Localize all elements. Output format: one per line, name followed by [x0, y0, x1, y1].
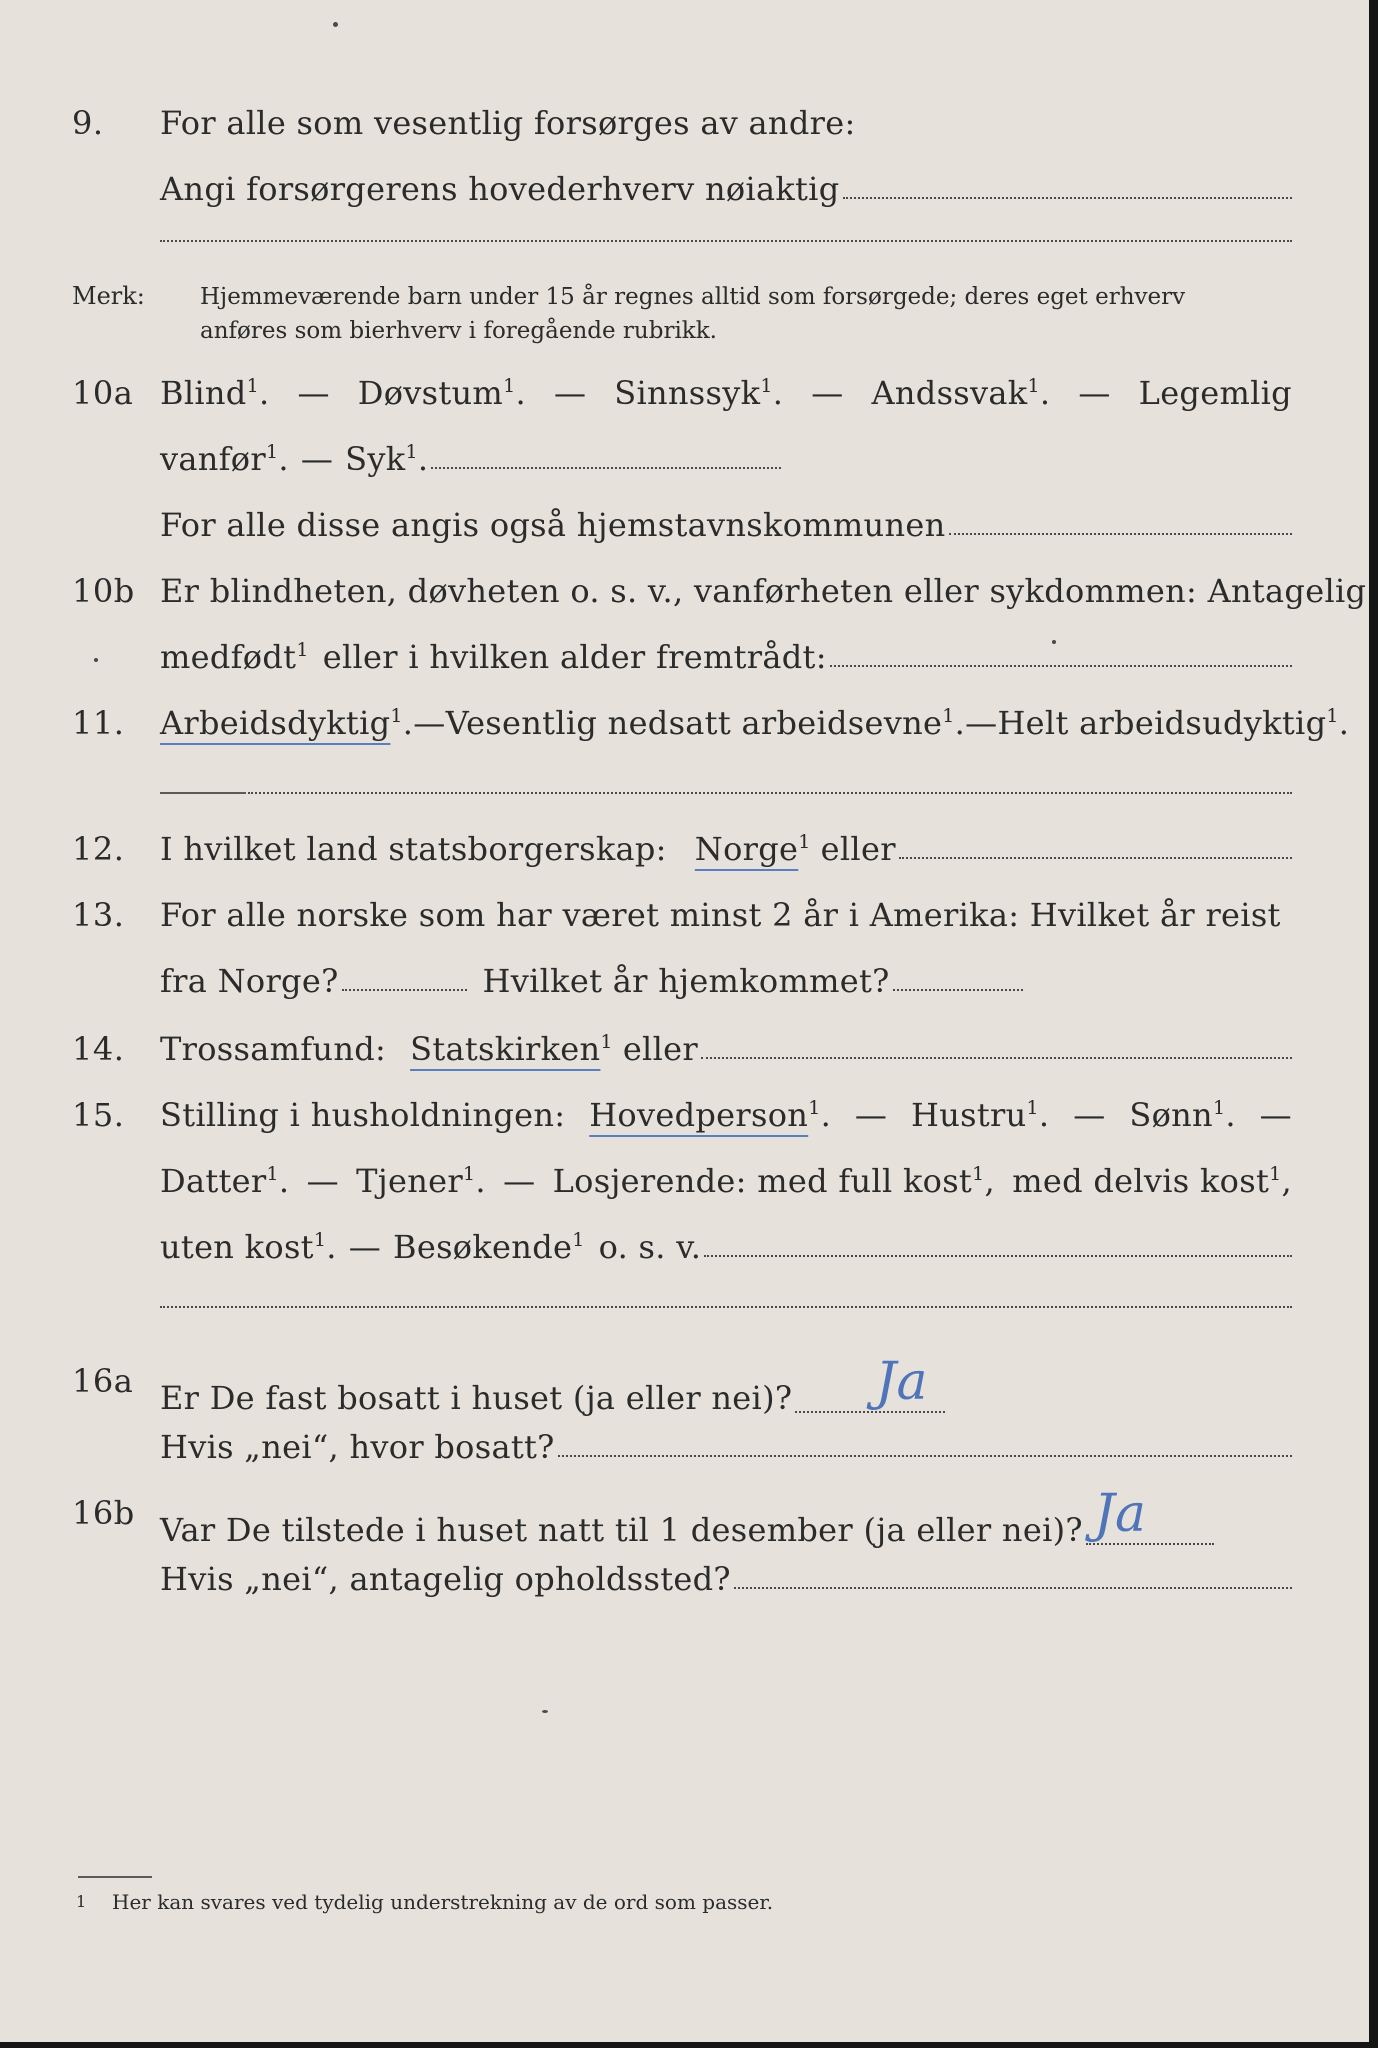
item-12-text: I hvilket land statsborgerskap: [160, 830, 667, 868]
scan-edge-bottom [0, 2042, 1378, 2048]
item-13-number: 13. [72, 896, 125, 934]
item-12-number: 12. [72, 830, 125, 868]
item-12-line [160, 830, 1292, 868]
opt-hustru[interactable]: Hustru$^1$. [911, 1096, 1050, 1134]
item-11-extra-line [248, 792, 1292, 794]
opt-nedsatt-arbeidsevne[interactable]: Vesentlig nedsatt arbeidsevne$^1$. [445, 704, 966, 742]
item-16a-line-2 [160, 1428, 1292, 1466]
item-16a-text: Er De fast bosatt i huset (ja eller nei)? [160, 1379, 793, 1417]
merk-line-2 [200, 318, 1292, 344]
item-10b-alder-field[interactable] [830, 665, 1292, 667]
item-16a-bosatt-label: Hvis „nei“, hvor bosatt? [160, 1428, 555, 1466]
footnote-mark: 1 [76, 1892, 87, 1911]
opt-besokende[interactable]: Besøkende$^1$ [393, 1228, 585, 1266]
opt-statskirken[interactable]: Statskirken$^1$ [410, 1030, 613, 1068]
item-16a-handwritten-answer: Ja [875, 1352, 928, 1412]
item-11-line [160, 704, 1350, 742]
dash: — [348, 1228, 382, 1266]
footnote-text: Her kan svares ved tydelig understrekning av de ord som passer. [112, 1890, 774, 1914]
dash: — [811, 374, 844, 412]
item-16a-line-1 [160, 1352, 928, 1422]
opt-syk[interactable]: Syk$^1$. [345, 440, 429, 478]
item-16b-line-2 [160, 1560, 1292, 1598]
opt-uten-kost[interactable]: uten kost$^1$. [160, 1228, 337, 1266]
dash: — [1078, 374, 1111, 412]
opt-dovstum[interactable]: Døvstum$^1$. [357, 374, 526, 412]
item-15-text: Stilling i husholdningen: [160, 1096, 566, 1134]
dash: — [1259, 1096, 1292, 1134]
opt-sinnssyk[interactable]: Sinnssyk$^1$. [614, 374, 784, 412]
item-12-country-field[interactable] [899, 857, 1292, 859]
opt-datter[interactable]: Datter$^1$. [160, 1162, 290, 1200]
item-10b-text: Er blindheten, døvheten o. s. v., vanførheten eller sykdommen: Antagelig [160, 572, 1367, 610]
footnote [76, 1890, 774, 1914]
merk-line-1 [200, 284, 1292, 310]
opt-legemlig-label: Legemlig [1138, 374, 1292, 412]
merk-label: Merk: [72, 282, 145, 310]
item-10a-line-2 [160, 440, 781, 478]
item-10a-syk-field[interactable] [431, 467, 781, 469]
dash: — [300, 440, 334, 478]
item-10a-line-3 [160, 506, 1292, 544]
opt-andssvak[interactable]: Andssvak$^1$. [871, 374, 1051, 412]
item-12-eller: eller [820, 830, 896, 868]
opt-sonn[interactable]: Sønn$^1$. [1129, 1096, 1236, 1134]
item-16b-text: Var De tilstede i huset natt til 1 desember (ja eller nei)? [160, 1511, 1083, 1549]
item-15-line-3 [160, 1228, 1292, 1266]
item-15-other-field[interactable] [704, 1255, 1292, 1257]
item-13-hjemkommet-field[interactable] [893, 989, 1023, 991]
opt-tjener[interactable]: Tjener$^1$. [356, 1162, 486, 1200]
item-16b-opholdssted-label: Hvis „nei“, antagelig opholdssted? [160, 1560, 731, 1598]
opt-medfodt[interactable]: medfødt$^1$ [160, 638, 309, 676]
ink-speck [94, 658, 98, 662]
merk-text-1: Hjemmeværende barn under 15 år regnes alltid som forsørgede; deres eget erhverv [200, 284, 1186, 310]
item-10b-line-1 [160, 572, 1367, 610]
item-13-hjemkommet-label: Hvilket år hjemkommet? [482, 962, 890, 1000]
opt-arbeidsudyktig[interactable]: Helt arbeidsudyktig$^1$. [997, 704, 1350, 742]
item-16a-number: 16a [72, 1362, 134, 1400]
item-10a-line-1 [160, 374, 1292, 412]
opt-full-kost[interactable]: Losjerende: med full kost$^1$, [552, 1162, 995, 1200]
item-15-line-1 [160, 1096, 1292, 1134]
dash: — [1073, 1096, 1106, 1134]
item-16b-handwritten-answer: Ja [1093, 1484, 1147, 1544]
item-16a-bosatt-field[interactable] [558, 1455, 1292, 1457]
opt-hovedperson[interactable]: Hovedperson$^1$. [589, 1096, 832, 1134]
item-13-line-2 [160, 962, 1023, 1000]
item-14-text: Trossamfund: [160, 1030, 387, 1068]
dash: — [297, 374, 330, 412]
ink-speck [542, 1710, 548, 1713]
item-13-text: For alle norske som har været minst 2 år i Amerika: Hvilket år reist [160, 896, 1281, 934]
item-9-number: 9. [72, 104, 104, 142]
opt-norge[interactable]: Norge$^1$ [694, 830, 811, 868]
item-14-line [160, 1030, 1292, 1068]
opt-delvis-kost[interactable]: med delvis kost$^1$, [1012, 1162, 1292, 1200]
dash: — [306, 1162, 339, 1200]
item-10a-number: 10a [72, 374, 134, 412]
item-10b-number: 10b [72, 572, 135, 610]
dash: — [965, 704, 998, 742]
opt-arbeidsdyktig[interactable]: Arbeidsdyktig$^1$. [160, 704, 414, 742]
dash: — [413, 704, 446, 742]
item-9-answer-field[interactable] [843, 197, 1293, 199]
scan-edge-right [1369, 0, 1378, 2048]
item-9-line-1 [160, 104, 856, 142]
item-10a-hjemstavn-field[interactable] [949, 533, 1292, 535]
item-9-line-2 [160, 170, 1292, 208]
item-16b-opholdssted-field[interactable] [734, 1587, 1292, 1589]
item-14-trossamfund-field[interactable] [701, 1057, 1292, 1059]
item-13-reist-field[interactable] [342, 989, 467, 991]
item-16b-number: 16b [72, 1494, 135, 1532]
merk-text-2: anføres som bierhverv i foregående rubrikk. [200, 318, 717, 344]
item-9-extra-line [160, 240, 1292, 242]
item-13-line-1 [160, 896, 1292, 934]
item-14-number: 14. [72, 1030, 125, 1068]
item-14-eller: eller [622, 1030, 698, 1068]
opt-blind[interactable]: Blind$^1$. [160, 374, 270, 412]
item-13-reist-label: fra Norge? [160, 962, 339, 1000]
item-10b-line-2 [160, 638, 1292, 676]
dash: — [854, 1096, 888, 1134]
item-15-osv: o. s. v. [598, 1228, 702, 1266]
item-15-line-2 [160, 1162, 1292, 1200]
item-15-extra-line [160, 1306, 1292, 1308]
item-16b-line-1 [160, 1484, 1147, 1554]
item-11-extra-line-solid [160, 792, 246, 794]
dash: — [553, 374, 587, 412]
item-9-occupation-label: Angi forsørgerens hovederhverv nøiaktig [160, 170, 840, 208]
item-9-text: For alle som vesentlig forsørges av andre: [160, 104, 856, 142]
item-10a-hjemstavn-label: For alle disse angis også hjemstavnskommunen [160, 506, 946, 544]
item-11-number: 11. [72, 704, 125, 742]
item-15-number: 15. [72, 1096, 125, 1134]
ink-speck [333, 22, 338, 27]
opt-vanfor[interactable]: vanfør$^1$. [160, 440, 289, 478]
item-10b-alder-label: eller i hvilken alder fremtrådt: [322, 638, 827, 676]
dash: — [503, 1162, 536, 1200]
footnote-rule [78, 1876, 152, 1878]
